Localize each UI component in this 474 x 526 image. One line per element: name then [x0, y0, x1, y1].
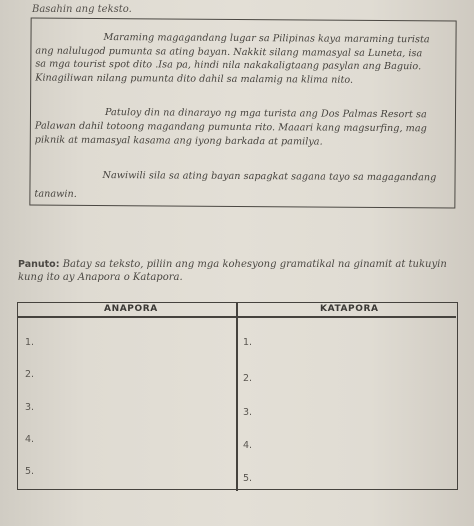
passage-line: Patuloy din na dinarayo ng mga turista ang Dos Palmas Resort sa	[104, 107, 427, 121]
anapora-item-5: 5.	[25, 466, 35, 477]
anapora-header: ANAPORA	[104, 304, 158, 314]
passage-line: sa mga tourist spot dito .Isa pa, hindi nila nakakaligtaang pasylan ang Baguio.	[35, 58, 422, 73]
directions-text: Batay sa teksto, piliin ang mga kohesyong gramatikal na ginamit at tukuyin kung ito ay Anapora o Katapora.	[18, 259, 447, 283]
directions	[18, 258, 458, 284]
katapora-item-4: 4.	[243, 440, 253, 451]
anapora-item-2: 2.	[25, 369, 35, 380]
katapora-header: KATAPORA	[320, 304, 379, 314]
katapora-item-3: 3.	[243, 407, 253, 418]
passage-line: Kinagiliwan nilang pumunta dito dahil sa malamig na klima nito.	[35, 72, 354, 86]
directions-label: Panuto:	[18, 259, 60, 270]
anapora-item-3: 3.	[25, 402, 35, 413]
reading-instruction: Basahin ang teksto.	[32, 4, 132, 15]
passage-box	[29, 18, 456, 209]
passage-line: Nawiwili sila sa ating bayan sapagkat sagana tayo sa magagandang	[102, 170, 437, 184]
passage-line: Maraming magagandang lugar sa Pilipinas kaya maraming turista	[103, 32, 430, 46]
katapora-item-5: 5.	[243, 473, 253, 484]
passage-line: ang nalulugod pumunta sa ating bayan. Nakkit silang mamasyal sa Luneta, isa	[35, 45, 423, 60]
passage-line: piknik at mamasyal kasama ang iyong barkada at pamilya.	[34, 134, 323, 148]
anapora-item-4: 4.	[25, 434, 35, 445]
answer-table	[17, 302, 458, 490]
katapora-item-2: 2.	[243, 373, 253, 384]
anapora-item-1: 1.	[25, 337, 35, 348]
passage-line: Palawan dahil totoong magandang pumunta rito. Maaari kang magsurfing, mag	[34, 120, 427, 135]
column-divider	[236, 303, 238, 491]
katapora-item-1: 1.	[243, 337, 253, 348]
passage-line: tanawin.	[34, 188, 77, 200]
